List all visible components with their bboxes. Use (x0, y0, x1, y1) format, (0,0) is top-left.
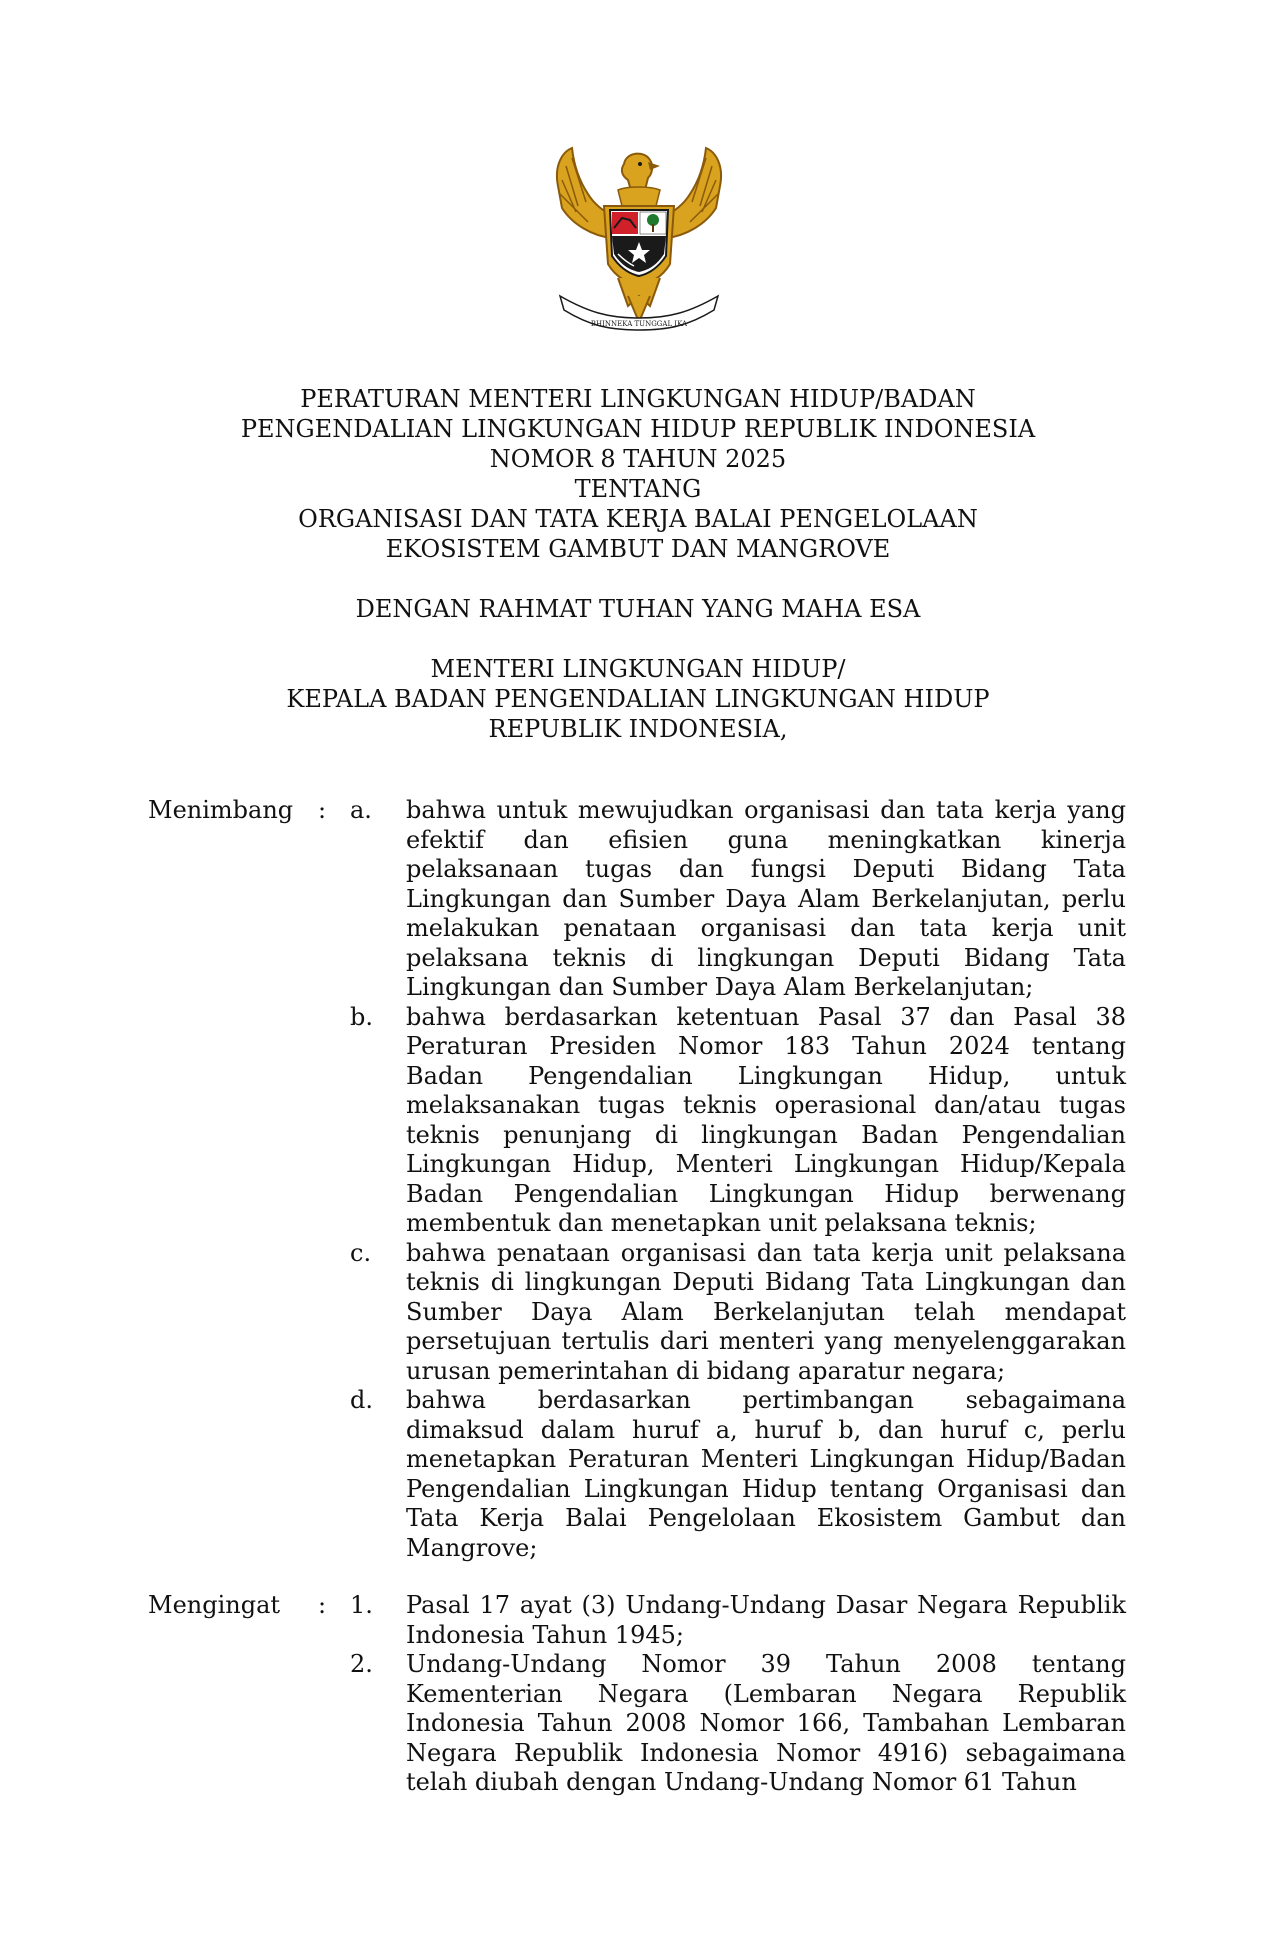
text-line: persetujuan tertulis dari menteri yang menyelenggarakan (406, 1327, 1126, 1355)
text-line: Badan Pengendalian Lingkungan Hidup berwenang (406, 1179, 1126, 1208)
mengingat-item (344, 1591, 1126, 1650)
official-line: MENTERI LINGKUNGAN HIDUP/ (430, 655, 846, 683)
menimbang-label: Menimbang (148, 796, 294, 824)
text-line: Tata Kerja Balai Pengelolaan Ekosistem Gambut dan (406, 1504, 1126, 1532)
item-marker: 2. (350, 1650, 373, 1678)
text-line: teknis di lingkungan Deputi Bidang Tata Lingkungan dan (406, 1268, 1126, 1296)
item-marker: 1. (350, 1591, 373, 1619)
text-line: Pasal 17 ayat (3) Undang-Undang Dasar Negara Republik (406, 1591, 1126, 1619)
text-line: Undang-Undang Nomor 39 Tahun 2008 tentang (406, 1650, 1126, 1678)
item-marker: a. (350, 796, 372, 824)
colon: : (318, 1591, 327, 1619)
text-line: efektif dan efisien guna meningkatkan kinerja (406, 825, 1126, 854)
text-line: Pengendalian Lingkungan Hidup tentang Organisasi dan (406, 1474, 1126, 1503)
text-line: bahwa penataan organisasi dan tata kerja unit pelaksana (406, 1238, 1126, 1267)
text-line: bahwa berdasarkan ketentuan Pasal 37 dan Pasal 38 (406, 1002, 1126, 1031)
text-line: urusan pemerintahan di bidang aparatur negara; (406, 1356, 1006, 1385)
item-text (406, 1239, 1126, 1387)
text-line: bahwa berdasarkan pertimbangan sebagaimana (406, 1386, 1126, 1414)
text-line: menetapkan Peraturan Menteri Lingkungan Hidup/Badan (406, 1445, 1126, 1473)
text-line: Peraturan Presiden Nomor 183 Tahun 2024 tentang (406, 1032, 1126, 1060)
menimbang-item (344, 1003, 1126, 1239)
text-line: Lingkungan dan Sumber Daya Alam Berkelanjutan; (406, 973, 1034, 1001)
menimbang-section (148, 796, 1126, 1563)
item-text (406, 1650, 1126, 1798)
text-line: Badan Pengendalian Lingkungan Hidup, untuk (406, 1061, 1126, 1090)
title-line: PENGENDALIAN LINGKUNGAN HIDUP REPUBLIK INDONESIA (240, 415, 1036, 443)
item-text (406, 796, 1126, 1003)
title-block (200, 384, 1076, 744)
text-line: Lingkungan dan Sumber Daya Alam Berkelanjutan, perlu (406, 884, 1126, 913)
text-line: pelaksana teknis di lingkungan Deputi Bidang Tata (406, 943, 1126, 972)
text-line: pelaksanaan tugas dan fungsi Deputi Bidang Tata (406, 855, 1126, 883)
colon: : (318, 796, 327, 824)
svg-text:BHINNEKA TUNGGAL IKA: BHINNEKA TUNGGAL IKA (590, 320, 688, 328)
title-line: TENTANG (574, 475, 702, 503)
item-marker: b. (350, 1002, 373, 1031)
preamble: DENGAN RAHMAT TUHAN YANG MAHA ESA (355, 595, 921, 623)
menimbang-items (344, 796, 1126, 1563)
garuda-pancasila-emblem-icon (548, 146, 730, 334)
text-line: teknis penunjang di lingkungan Badan Pengendalian (406, 1120, 1126, 1149)
item-text (406, 1003, 1126, 1239)
mengingat-item (344, 1650, 1126, 1798)
mengingat-items (344, 1591, 1126, 1798)
text-line: Sumber Daya Alam Berkelanjutan telah mendapat (406, 1297, 1126, 1326)
text-line: Mangrove; (406, 1533, 538, 1562)
text-line: Negara Republik Indonesia Nomor 4916) sebagaimana (406, 1738, 1126, 1767)
text-line: membentuk dan menetapkan unit pelaksana teknis; (406, 1209, 1037, 1237)
text-line: Indonesia Tahun 2008 Nomor 166, Tambahan Lembaran (406, 1709, 1126, 1737)
title-line: NOMOR 8 TAHUN 2025 (489, 445, 787, 473)
item-text (406, 1386, 1126, 1563)
menimbang-item (344, 1239, 1126, 1387)
text-line: Kementerian Negara (Lembaran Negara Republik (406, 1679, 1126, 1708)
mengingat-section (148, 1591, 1126, 1798)
text-line: Lingkungan Hidup, Menteri Lingkungan Hidup/Kepala (406, 1150, 1126, 1178)
item-marker: c. (350, 1238, 372, 1267)
item-marker: d. (350, 1386, 373, 1414)
mengingat-label: Mengingat (148, 1591, 281, 1619)
official-line: REPUBLIK INDONESIA, (488, 715, 788, 743)
title-line: ORGANISASI DAN TATA KERJA BALAI PENGELOLAAN (298, 505, 978, 533)
title-line: EKOSISTEM GAMBUT DAN MANGROVE (385, 535, 891, 563)
official-line: KEPALA BADAN PENGENDALIAN LINGKUNGAN HIDUP (286, 685, 990, 713)
text-line: melakukan penataan organisasi dan tata kerja unit (406, 914, 1126, 942)
menimbang-item (344, 1386, 1126, 1563)
text-line: dimaksud dalam huruf a, huruf b, dan huruf c, perlu (406, 1415, 1126, 1444)
text-line: melaksanakan tugas teknis operasional dan/atau tugas (406, 1091, 1126, 1119)
text-line: telah diubah dengan Undang-Undang Nomor 61 Tahun (406, 1768, 1077, 1796)
item-text (406, 1591, 1126, 1650)
menimbang-item (344, 796, 1126, 1003)
text-line: Indonesia Tahun 1945; (406, 1620, 684, 1649)
text-line: bahwa untuk mewujudkan organisasi dan tata kerja yang (406, 796, 1126, 824)
title-line: PERATURAN MENTERI LINGKUNGAN HIDUP/BADAN (300, 385, 976, 413)
